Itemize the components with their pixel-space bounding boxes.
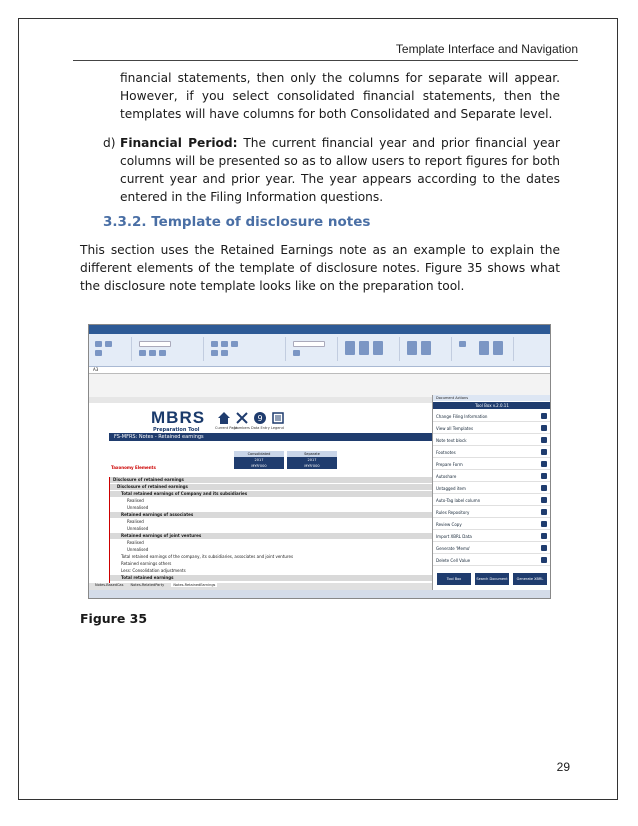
toolbox-item-label: Rules Repository	[436, 510, 470, 515]
toolbox-item[interactable]	[433, 483, 551, 494]
toolbox-item[interactable]	[433, 459, 551, 470]
toolbox-item-label: Untagged item	[436, 486, 466, 491]
running-header: Template Interface and Navigation	[395, 42, 578, 56]
ribbon-group-number	[287, 337, 338, 361]
toolbox-item[interactable]	[433, 495, 551, 506]
col-header-separate: Separate	[287, 451, 337, 457]
toolbox-item[interactable]	[433, 471, 551, 482]
taxonomy-row[interactable]: Retained earnings of joint ventures	[109, 533, 432, 539]
toolbox-item-icon[interactable]	[541, 557, 547, 563]
legend-icon[interactable]	[271, 411, 285, 425]
list-item-label: d)	[103, 136, 116, 150]
name-box[interactable]: A3	[93, 367, 99, 372]
sheet-tabs	[89, 583, 432, 590]
header-rule	[73, 60, 578, 61]
toolbox-button[interactable]: Tool Box	[437, 573, 471, 585]
toolbox-item-label: Generate 'Memo'	[436, 546, 471, 551]
toolbox-item-icon[interactable]	[541, 485, 547, 491]
toolbox-item-icon[interactable]	[541, 533, 547, 539]
ribbon-group-editing	[453, 337, 514, 361]
svg-text:9: 9	[257, 414, 263, 423]
toolbox-item[interactable]	[433, 531, 551, 542]
toolbox-item-icon[interactable]	[541, 413, 547, 419]
taxonomy-row[interactable]: Total retained earnings of the company, its subsidiaries, associates and joint ventures	[121, 554, 294, 559]
sheet-title-bar: FS-MFRS: Notes - Retained earnings	[109, 433, 432, 441]
col-unit-consolidated: MYR'000	[234, 463, 284, 469]
toolbox-item-label: Delete Cell Value	[436, 558, 471, 563]
list-item-text	[120, 134, 560, 206]
toolbox-item[interactable]	[433, 543, 551, 554]
taxonomy-row[interactable]: Realised	[127, 519, 144, 524]
toolbar-label-current-page: Current Page	[215, 426, 238, 430]
taxonomy-row[interactable]: Less: Consolidation adjustments	[121, 568, 186, 573]
pane-title: Tool Box v.2.0.11	[433, 402, 551, 409]
figure-screenshot	[88, 324, 551, 599]
toolbox-item[interactable]	[433, 435, 551, 446]
toolbox-item[interactable]	[433, 447, 551, 458]
sheet-tab[interactable]: Notes-RelatedParty	[130, 583, 165, 587]
mbrs-logo-subtitle: Preparation Tool	[153, 427, 200, 433]
taxonomy-row[interactable]: Disclosure of retained earnings	[109, 484, 432, 490]
sheet-tab[interactable]: Notes-BasedCas	[95, 583, 124, 587]
search-document-button[interactable]: Search Document	[475, 573, 509, 585]
taxonomy-row[interactable]: Realised	[127, 498, 144, 503]
toolbox-pane	[432, 395, 551, 590]
ribbon-group-alignment	[205, 337, 286, 361]
term-financial-period: Financial Period:	[120, 136, 238, 150]
toolbox-item[interactable]	[433, 411, 551, 422]
toolbox-item-label: Auto-Tag label column	[436, 498, 481, 503]
toolbox-item-icon[interactable]	[541, 461, 547, 467]
taxonomy-row[interactable]: Total retained earnings	[109, 575, 432, 581]
home-icon[interactable]	[217, 411, 231, 425]
ribbon-group-styles	[339, 337, 400, 361]
toolbox-item-label: Review Copy	[436, 522, 462, 527]
toolbox-item-label: Note text block	[436, 438, 467, 443]
toolbox-item-label: Change Filing Information	[436, 414, 488, 419]
figure-caption: Figure 35	[80, 611, 148, 626]
taxonomy-elements-label: Taxonomy Elements	[111, 465, 156, 470]
taxonomy-row[interactable]: Retained earnings of associates	[109, 512, 432, 518]
toolbar-label-legend: Legend	[271, 426, 284, 430]
toolbox-item-icon[interactable]	[541, 497, 547, 503]
sheet-tab[interactable]: Notes-RetainedEarnings	[173, 583, 216, 587]
toolbox-item[interactable]	[433, 507, 551, 518]
formula-bar[interactable]	[89, 367, 550, 374]
toolbox-item[interactable]	[433, 555, 551, 566]
mbrs-logo: MBRS	[151, 408, 206, 427]
toolbox-item-icon[interactable]	[541, 449, 547, 455]
taxonomy-row[interactable]: Retained earnings others	[121, 561, 172, 566]
col-header-consolidated: Consolidated	[234, 451, 284, 457]
taxonomy-row[interactable]: Unrealised	[127, 526, 149, 531]
status-bar	[89, 590, 550, 598]
toolbox-item-icon[interactable]	[541, 521, 547, 527]
ribbon-group-clipboard	[91, 337, 132, 361]
ribbon	[89, 334, 550, 367]
taxonomy-row[interactable]: Unrealised	[127, 505, 149, 510]
toolbox-item-label: Prepare Form	[436, 462, 463, 467]
toolbox-item-icon[interactable]	[541, 473, 547, 479]
page-number: 29	[556, 760, 570, 774]
toolbox-item-icon[interactable]	[541, 425, 547, 431]
toolbox-item-icon[interactable]	[541, 545, 547, 551]
section-heading: 3.3.2. Template of disclosure notes	[103, 214, 371, 230]
toolbar-label-numbers: Numbers	[234, 426, 250, 430]
col-year-consolidated: 2017	[234, 457, 284, 463]
toolbox-item-label: View all Templates	[436, 426, 474, 431]
ribbon-group-cells	[401, 337, 452, 361]
toolbox-item-label: Autoshare	[436, 474, 457, 479]
toolbar-label-data-entry: Data Entry	[251, 426, 270, 430]
toolbox-item-icon[interactable]	[541, 509, 547, 515]
ribbon-tabs	[89, 325, 550, 334]
taxonomy-row[interactable]: Total retained earnings of Company and its subsidiaries	[109, 491, 432, 497]
col-unit-separate: MYR'000	[287, 463, 337, 469]
toolbox-item[interactable]	[433, 423, 551, 434]
pane-header: Document Actions	[433, 395, 551, 401]
taxonomy-row[interactable]: Unrealised	[127, 547, 149, 552]
toolbox-item-label: Footnotes	[436, 450, 456, 455]
paragraph-continuation: financial statements, then only the columns for separate will appear. However, if you select consolidated financial statements, then the templates will have columns for both Consolidated and Separate level.	[120, 71, 560, 121]
generate-xbrl-button[interactable]: Generate XBRL	[513, 573, 547, 585]
ribbon-group-font	[133, 337, 204, 361]
taxonomy-row[interactable]: Realised	[127, 540, 144, 545]
term-description: The current financial year and prior financial year columns will be presented so as to allow users to report figures for both current year and prior year. The year appears according to the dates entered in the Filing Information questions.	[120, 136, 561, 204]
toolbox-item[interactable]	[433, 519, 551, 530]
toolbox-item-label: Import XBRL Data	[436, 534, 472, 539]
numbers-icon[interactable]	[235, 411, 249, 425]
selection-marker	[109, 477, 110, 587]
paragraph-intro: This section uses the Retained Earnings note as an example to explain the different elements of the template of disclosure notes. Figure 35 shows what the disclosure note template looks like on the preparation tool.	[80, 243, 560, 293]
toolbox-item-icon[interactable]	[541, 437, 547, 443]
data-entry-icon[interactable]	[253, 411, 267, 425]
col-year-separate: 2017	[287, 457, 337, 463]
taxonomy-row[interactable]: Disclosure of retained earnings	[109, 477, 432, 483]
